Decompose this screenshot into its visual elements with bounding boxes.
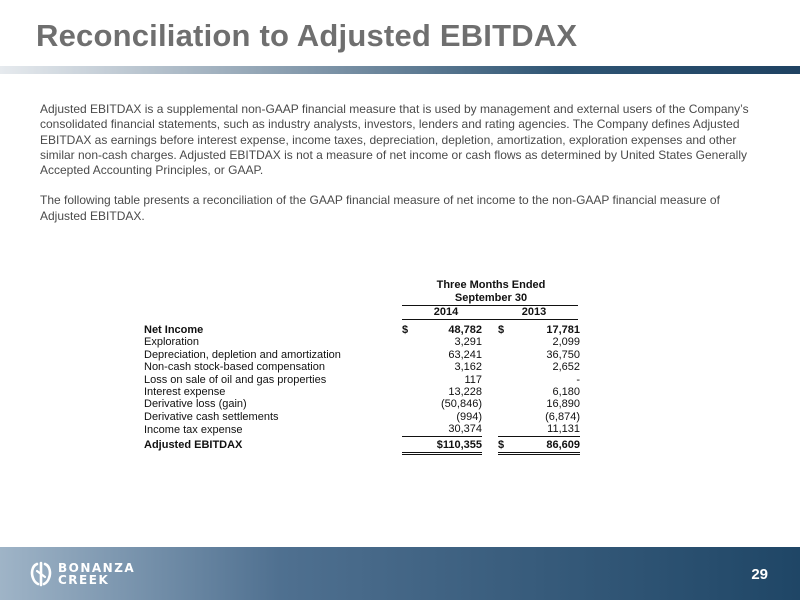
amount: 16,890 (546, 398, 580, 411)
amount: 13,228 (448, 386, 482, 399)
value-2013 (498, 436, 580, 453)
value-2014 (402, 398, 482, 410)
year-2014-header: 2014 (433, 306, 459, 318)
amount: 86,609 (546, 438, 580, 451)
amount: 30,374 (448, 423, 482, 436)
amount: 6,180 (552, 386, 580, 399)
row-label: Income tax expense (144, 423, 243, 436)
value-2014 (402, 436, 482, 453)
value-2014 (402, 386, 482, 398)
amount: $110,355 (436, 438, 482, 451)
year-2013-header: 2013 (521, 306, 547, 318)
amount: (994) (456, 410, 482, 423)
row-label: Net Income (144, 324, 204, 336)
table-row (144, 320, 580, 336)
bonanza-creek-mark-icon (30, 561, 52, 587)
slide-title: Reconciliation to Adjusted EBITDAX (36, 18, 578, 53)
paragraph-definition: Adjusted EBITDAX is a supplemental non-GAAP financial measure that is used by management and external users of the Company’s consolidated financial statements, such as industry analysts, investors, lenders and rating agencies. The Company defines Adjusted EBITDAX as earnings before interest expense, income taxes, depreciation, depletion, amortization, exploration expenses and other similar non-cash charges. Adjusted EBITDAX is not a measure of net income or cash flows as determined by United States Generally Accepted Accounting Principles, or GAAP. (40, 102, 749, 178)
row-label: Depreciation, depletion and amortization (144, 348, 341, 361)
amount: 3,162 (454, 361, 482, 374)
row-label: Exploration (144, 336, 200, 349)
amount: 48,782 (448, 324, 482, 336)
amount: 2,652 (552, 361, 580, 374)
table-row (144, 398, 580, 410)
year-header-row (402, 306, 578, 319)
currency-symbol: $ (498, 324, 505, 336)
table-row (144, 386, 580, 398)
company-logo (30, 561, 135, 587)
row-label: Interest expense (144, 386, 226, 399)
page-number: 29 (751, 566, 768, 583)
value-2013 (498, 411, 580, 423)
value-2014 (402, 423, 482, 436)
amount: 63,241 (448, 348, 482, 361)
table-row (144, 423, 580, 436)
value-2013 (498, 320, 580, 336)
footer-bar (0, 547, 800, 600)
amount: - (576, 373, 580, 386)
logo-line-creek: CREEK (58, 573, 110, 587)
table-row (144, 336, 580, 348)
row-label: Derivative cash settlements (144, 410, 279, 423)
value-2013 (498, 361, 580, 373)
value-2013 (498, 398, 580, 410)
description-text (40, 102, 760, 239)
reconciliation-table (144, 279, 580, 455)
paragraph-table-intro: The following table presents a reconciliation of the GAAP financial measure of net income to the non-GAAP financial measure of Adjusted EBITDAX. (40, 193, 720, 223)
amount: (6,874) (545, 410, 580, 423)
row-label: Derivative loss (gain) (144, 398, 247, 411)
title-accent-bar (0, 66, 800, 74)
table-row (144, 349, 580, 361)
total-row (144, 436, 580, 453)
value-2013 (498, 423, 580, 436)
logo-line-bonanza: BONANZA (58, 561, 136, 575)
value-2014 (402, 320, 482, 336)
value-2014 (402, 336, 482, 348)
table-row (144, 374, 580, 386)
value-2013 (498, 386, 580, 398)
value-2013 (498, 374, 580, 386)
period-header-line1: Three Months Ended (436, 279, 546, 291)
table-row (144, 361, 580, 373)
value-2014 (402, 411, 482, 423)
period-header-line2: September 30 (454, 292, 528, 304)
value-2013 (498, 349, 580, 361)
currency-symbol: $ (402, 324, 409, 336)
amount: 117 (464, 373, 482, 386)
amount: 3,291 (454, 336, 482, 349)
row-label: Adjusted EBITDAX (144, 439, 243, 452)
amount: 36,750 (546, 348, 580, 361)
amount: 17,781 (546, 324, 580, 336)
amount: (50,846) (441, 398, 482, 411)
table-row (144, 411, 580, 423)
value-2014 (402, 349, 482, 361)
value-2014 (402, 361, 482, 373)
amount: 11,131 (547, 423, 580, 436)
value-2013 (498, 336, 580, 348)
row-label: Loss on sale of oil and gas properties (144, 373, 327, 386)
value-2014 (402, 374, 482, 386)
reconciliation-rows (144, 320, 580, 455)
row-label: Non-cash stock-based compensation (144, 361, 325, 374)
currency-symbol: $ (498, 438, 505, 451)
amount: 2,099 (552, 336, 580, 349)
period-header (402, 279, 580, 305)
